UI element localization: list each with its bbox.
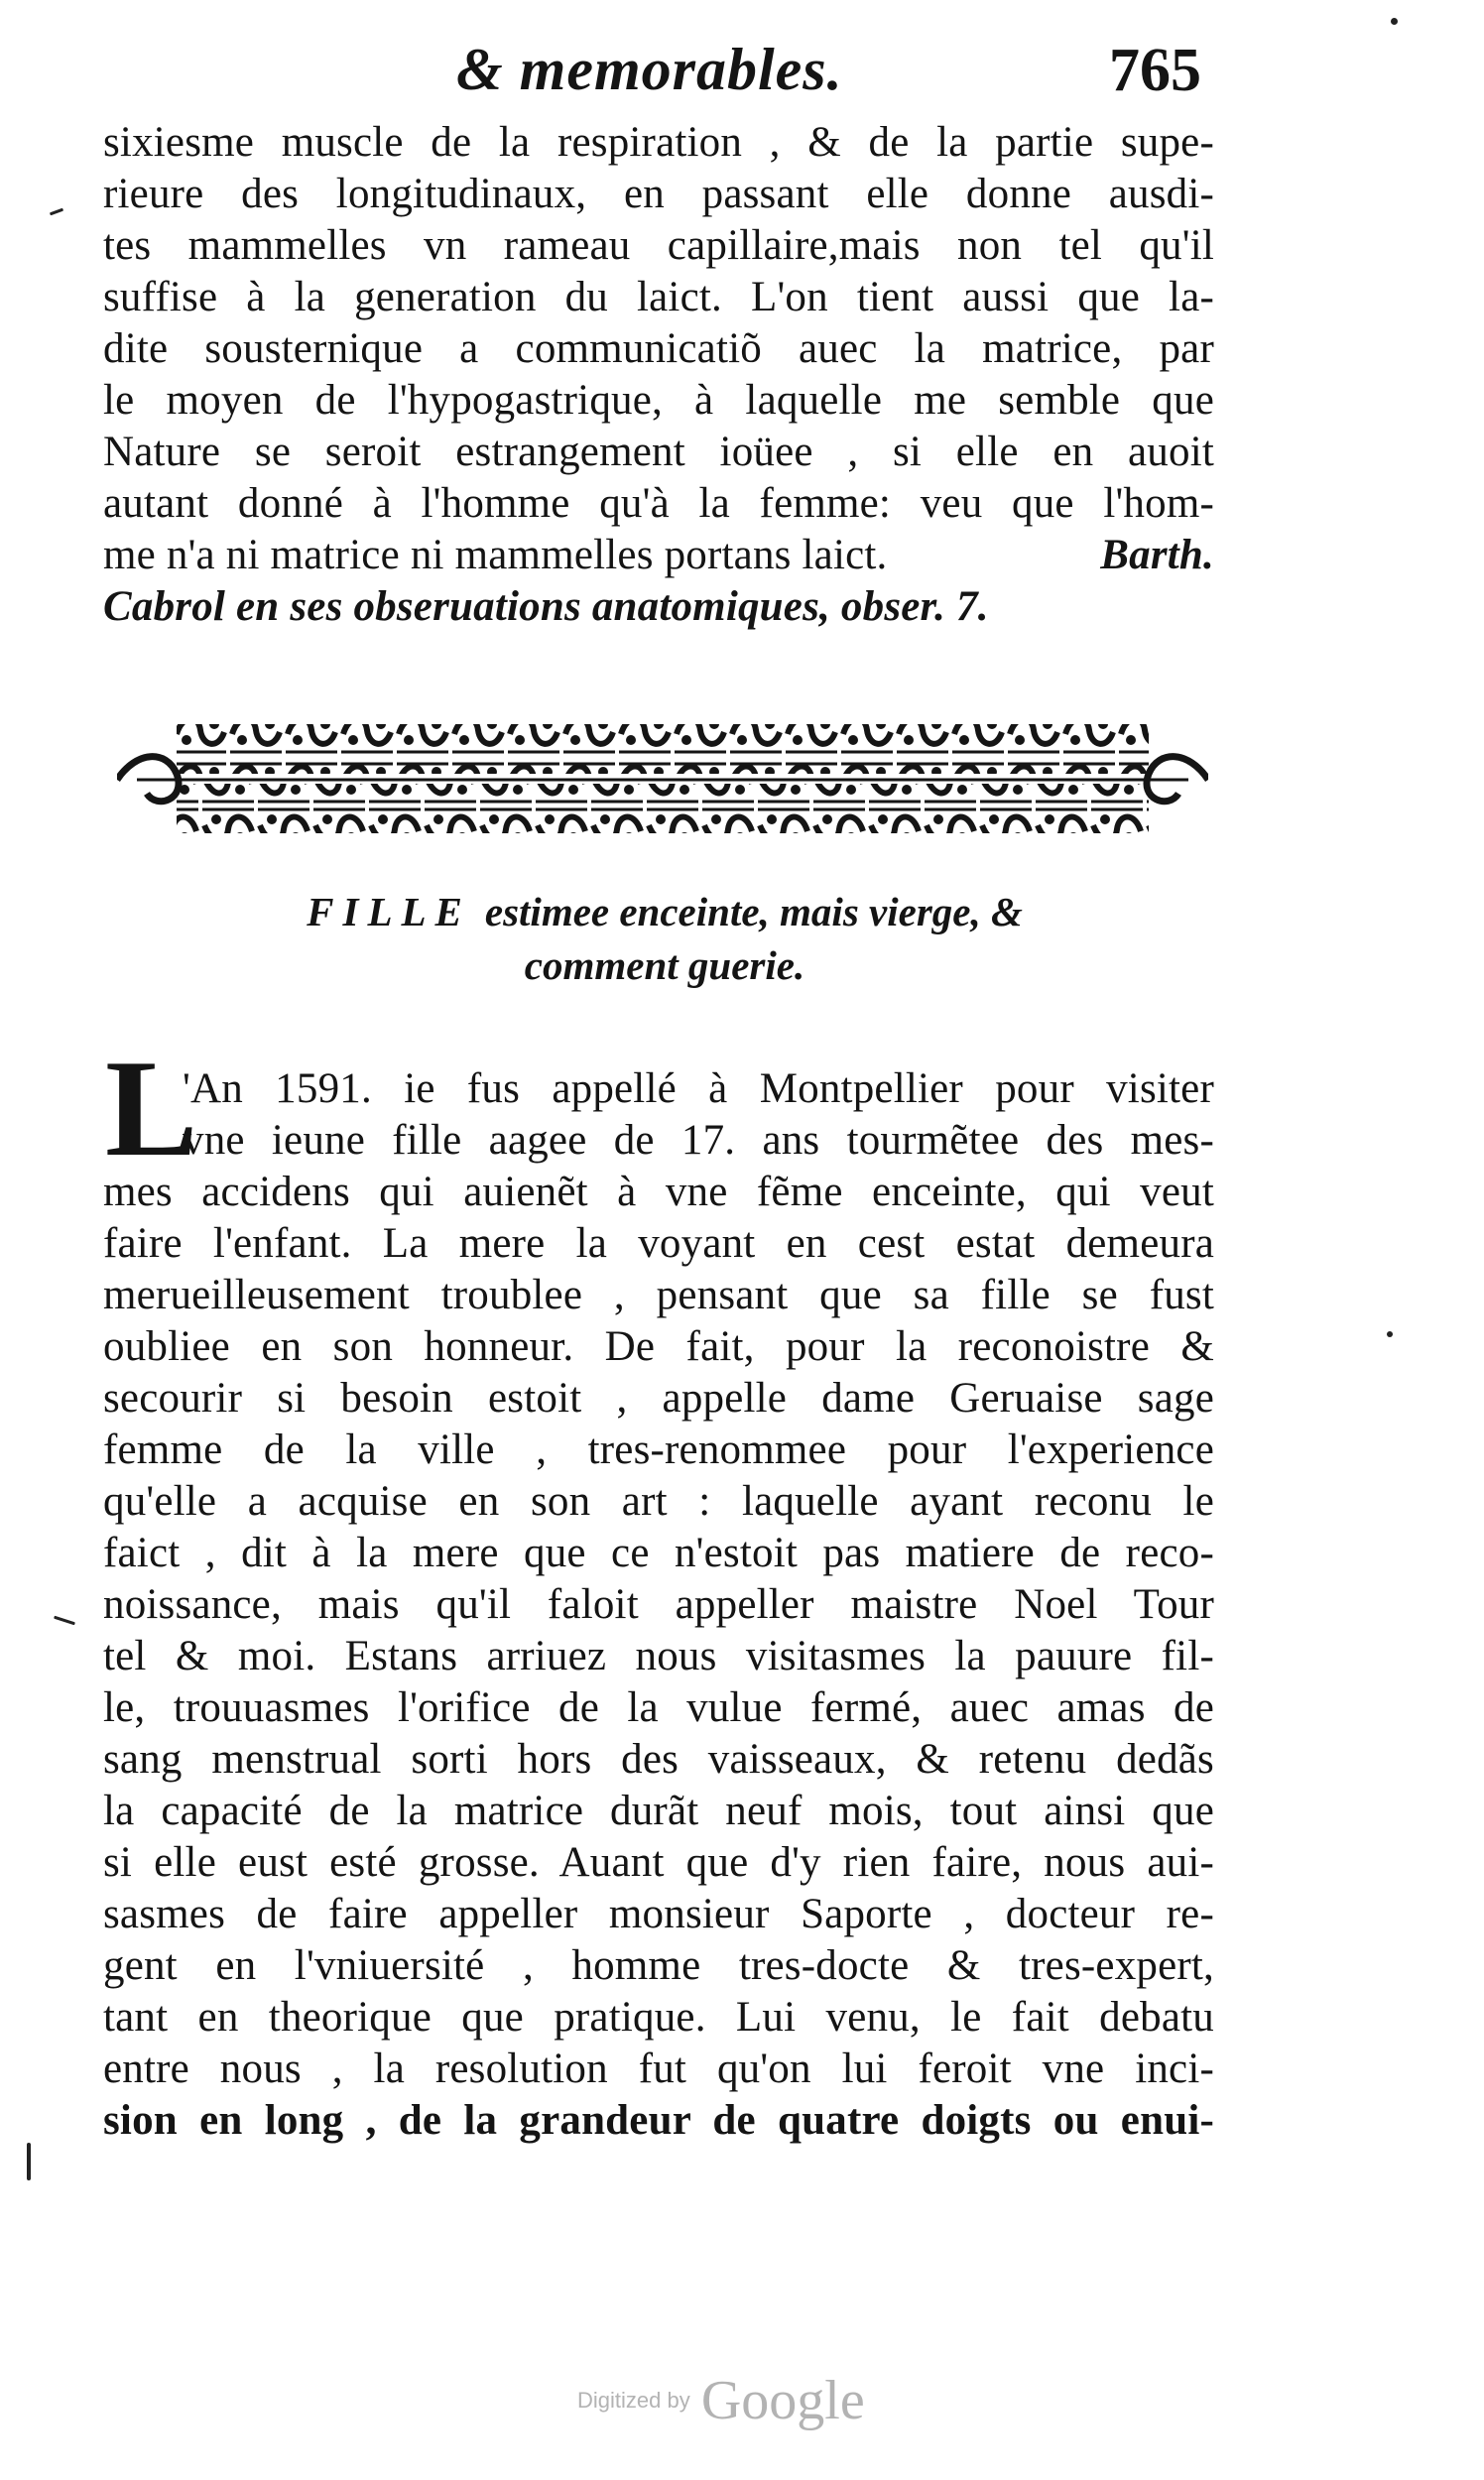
scan-speck xyxy=(27,2143,31,2180)
scan-speck xyxy=(1387,1331,1393,1337)
digitized-label: Digitized by xyxy=(577,2388,690,2413)
scan-speck xyxy=(50,208,63,216)
text-line: vne ieune fille aagee de 17. ans tourmẽtee des mes- xyxy=(183,1117,1214,1164)
text-line: suffise à la generation du laict. L'on tient aussi que la- xyxy=(103,274,1214,320)
text-line: si elle eust esté grosse. Auant que d'y rien faire, nous aui- xyxy=(103,1839,1214,1886)
text-line: noissance, mais qu'il faloit appeller maistre Noel Tour xyxy=(103,1581,1214,1628)
running-title: & memorables. xyxy=(456,37,843,102)
text-line: me n'a ni matrice ni mammelles portans laict. xyxy=(103,532,888,578)
digitized-watermark xyxy=(577,2369,865,2432)
text-line: femme de la ville , tres-renommee pour l'experience xyxy=(103,1426,1214,1473)
text-line: le moyen de l'hypogastrique, à laquelle me semble que xyxy=(103,377,1214,424)
text-line: faict , dit à la mere que ce n'estoit pas matiere de reco- xyxy=(103,1530,1214,1576)
text-line: gent en l'vniuersité , homme tres-docte & tres-expert, xyxy=(103,1942,1214,1989)
text-line: sasmes de faire appeller monsieur Saporte , docteur re- xyxy=(103,1891,1214,1937)
text-line: qu'elle a acquise en son art : laquelle ayant reconu le xyxy=(103,1478,1214,1525)
text-line: le, trouuasmes l'orifice de la vulue fermé, auec amas de xyxy=(103,1684,1214,1731)
text-line: sixiesme muscle de la respiration , & de la partie supe- xyxy=(103,119,1214,166)
chapter-heading-line-2: comment guerie. xyxy=(524,942,805,988)
scan-speck xyxy=(1391,18,1398,25)
text-line: mes accidens qui auienẽt à vne fẽme enceinte, qui veut xyxy=(103,1169,1214,1215)
text-line: secourir si besoin estoit , appelle dame Geruaise sage xyxy=(103,1375,1214,1422)
text-line: tes mammelles vn rameau capillaire,mais non tel qu'il xyxy=(103,222,1214,269)
text-line: tant en theorique que pratique. Lui venu, le fait debatu xyxy=(103,1994,1214,2041)
chapter-heading xyxy=(99,885,1230,992)
chapter-title-rest: estimee enceinte, mais vierge, & xyxy=(484,889,1023,934)
citation-author: Barth. xyxy=(1100,532,1214,578)
text-line: tel & moi. Estans arriuez nous visitasmes la pauure fil- xyxy=(103,1633,1214,1679)
text-line: faire l'enfant. La mere la voyant en cest estat demeura xyxy=(103,1220,1214,1267)
page-number: 765 xyxy=(1109,37,1201,104)
ornament-band xyxy=(117,710,1208,849)
text-line: merueilleusement troublee , pensant que sa fille se fust xyxy=(103,1272,1214,1318)
text-line: autant donné à l'homme qu'à la femme: veu que l'hom- xyxy=(103,480,1214,527)
text-line: rieure des longitudinaux, en passant elle donne ausdi- xyxy=(103,171,1214,217)
text-line: sang menstrual sorti hors des vaisseaux, & retenu dedãs xyxy=(103,1736,1214,1783)
text-line-with-citation xyxy=(103,530,1214,581)
text-line: Nature se seroit estrangement ioüee , si elle en auoit xyxy=(103,429,1214,475)
text-line: sion en long , de la grandeur de quatre doigts ou enui- xyxy=(103,2097,1214,2144)
chapter-title-caps: FILLE xyxy=(307,889,471,934)
text-line: oubliee en son honneur. De fait, pour la reconoistre & xyxy=(103,1323,1214,1370)
text-line: la capacité de la matrice durãt neuf mois, tout ainsi que xyxy=(103,1788,1214,1834)
text-line: dite sousternique a communicatiõ auec la matrice, par xyxy=(103,325,1214,372)
citation-line: Cabrol en ses obseruations anatomiques, obser. 7. xyxy=(103,583,989,630)
scan-speck xyxy=(54,1616,75,1626)
drop-cap: L xyxy=(105,1032,198,1185)
text-line: 'An 1591. ie fus appellé à Montpellier pour visiter xyxy=(183,1065,1214,1112)
text-line: entre nous , la resolution fut qu'on lui feroit vne inci- xyxy=(103,2046,1214,2092)
google-logo: Google xyxy=(700,2370,865,2431)
chapter-heading-line-1 xyxy=(99,885,1230,938)
